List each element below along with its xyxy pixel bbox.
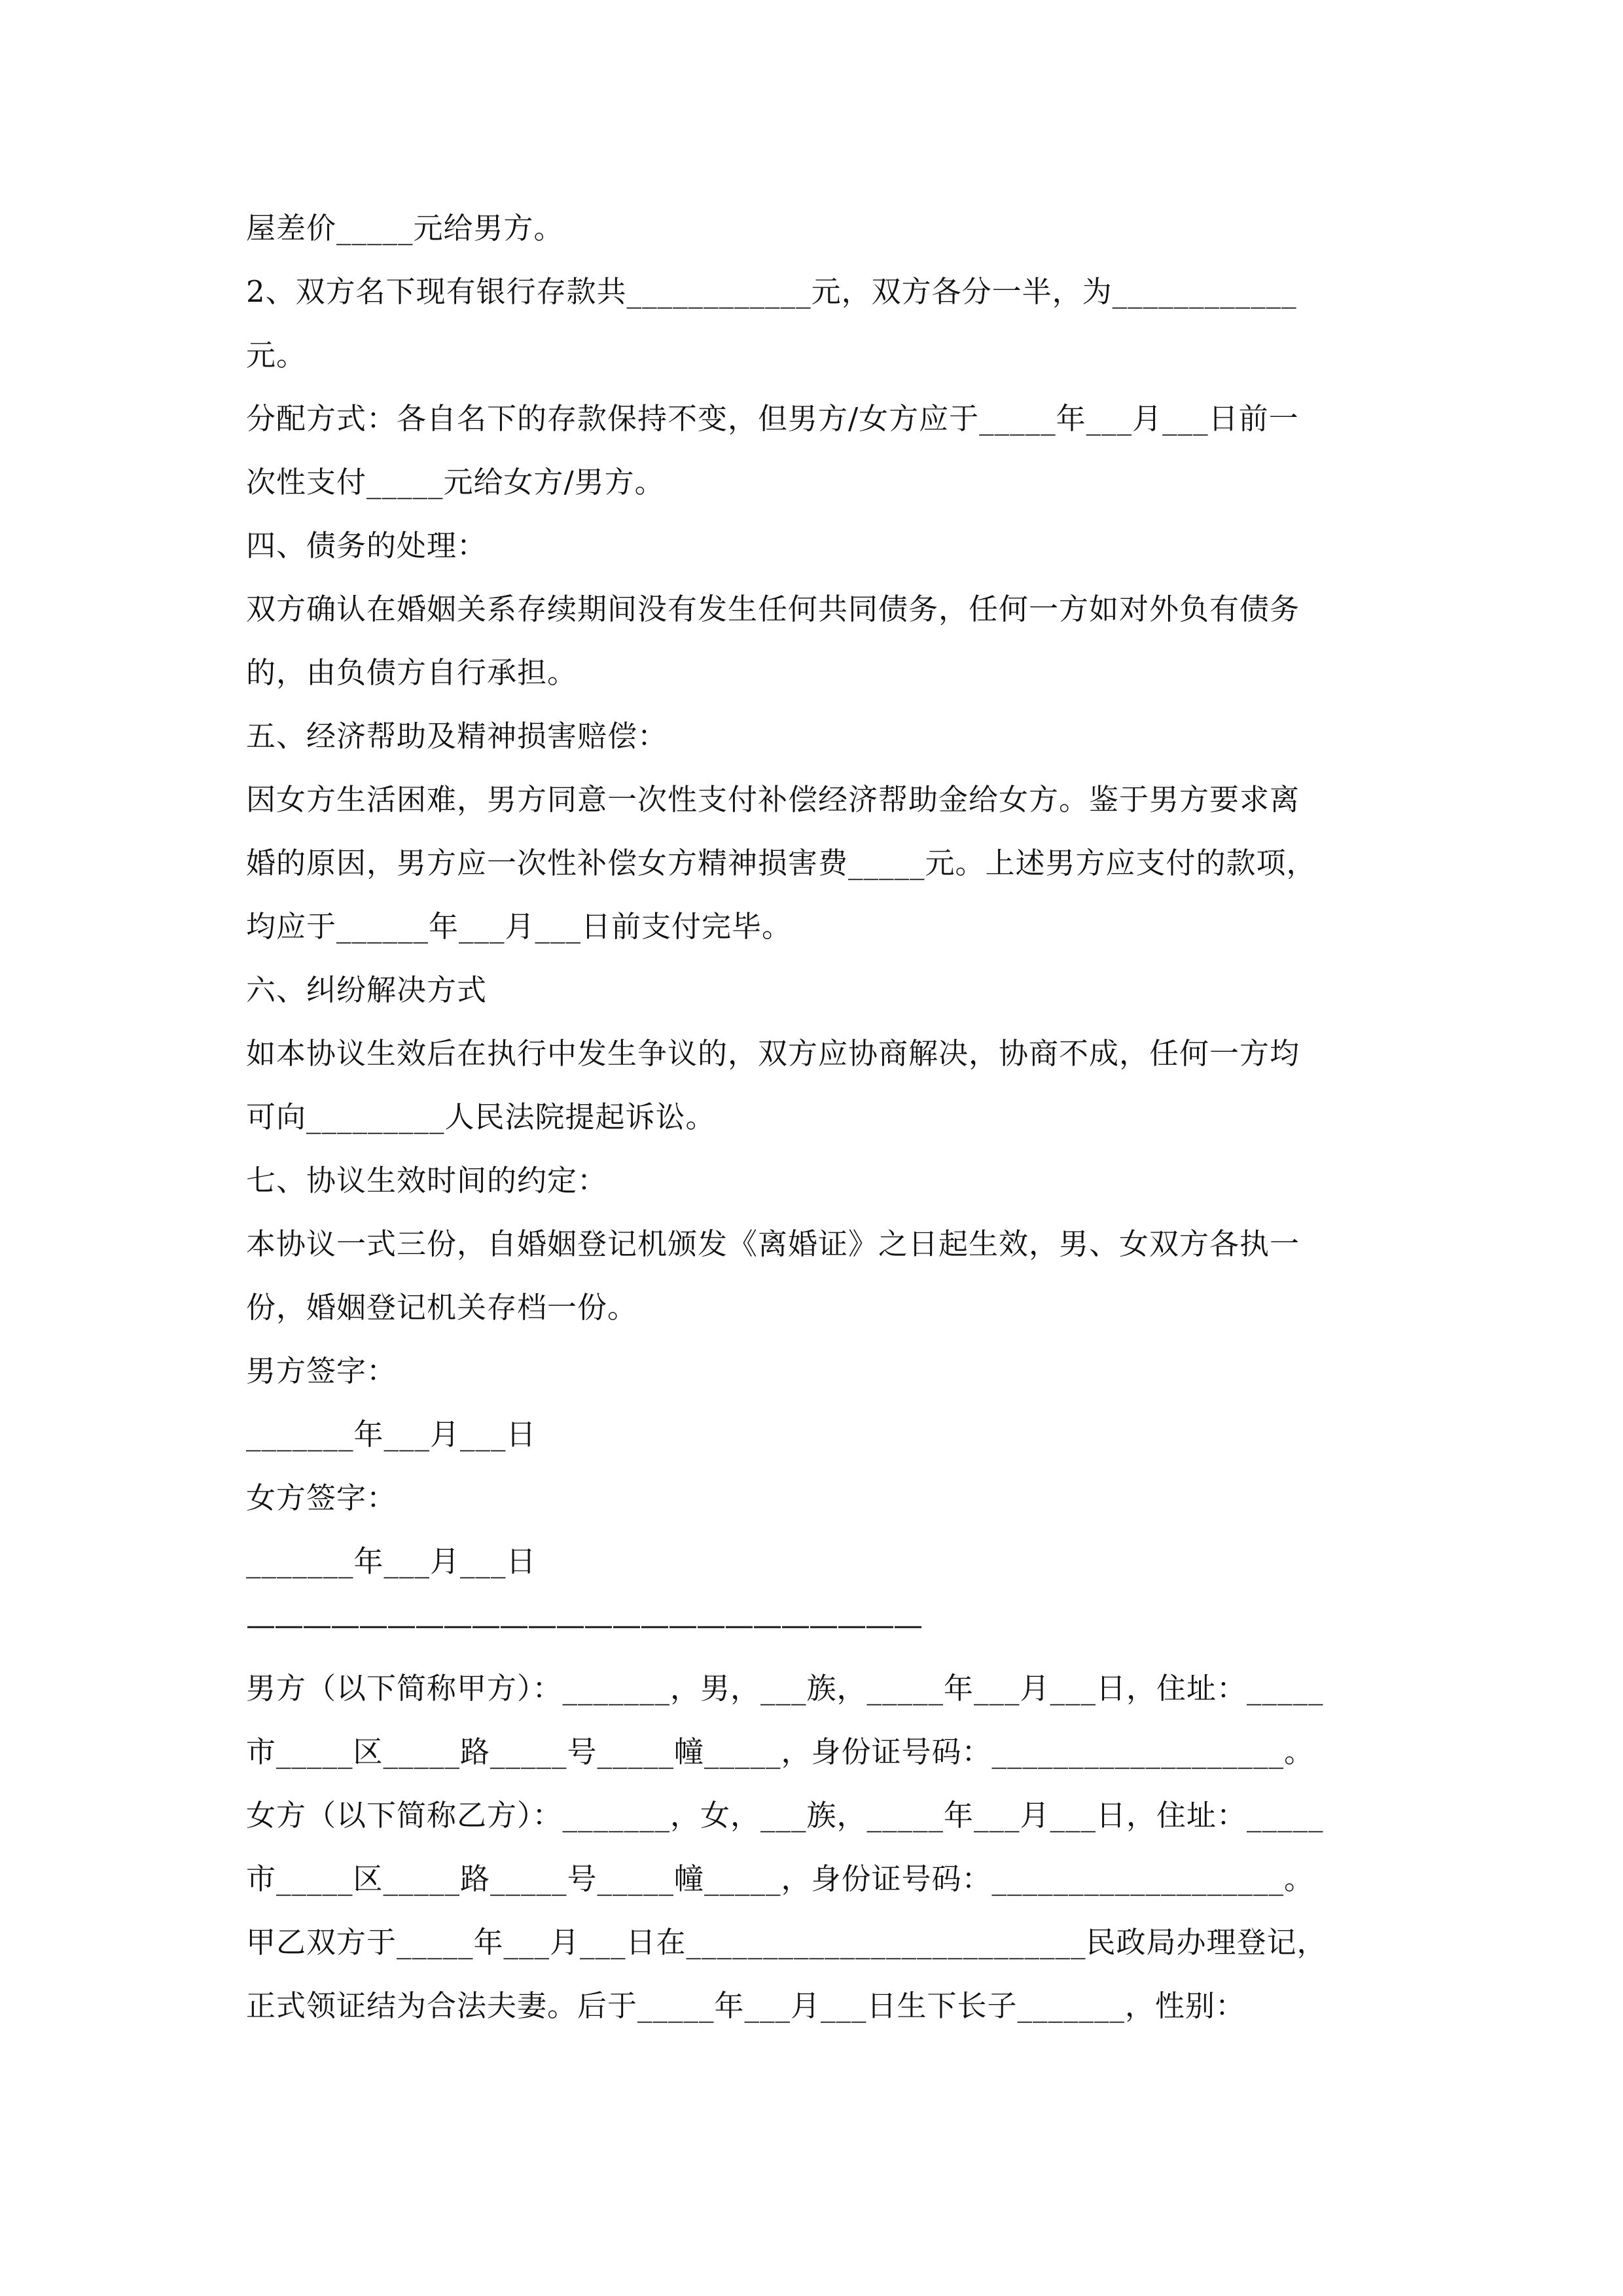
- text-line: 的，由负债方自行承担。: [246, 655, 578, 690]
- text-line: 屋差价_____元给男方。: [246, 211, 564, 245]
- text-line: 正式领证结为合法夫妻。后于_____年___月___日生下长子_______，性别：: [246, 1988, 1246, 2023]
- female-signature-label: 女方签字：: [246, 1480, 397, 1515]
- text-line: 本协议一式三份，自婚姻登记机颁发《离婚证》之日起生效，男、女双方各执一: [246, 1227, 1300, 1261]
- text-line: 分配方式：各自名下的存款保持不变，但男方/女方应于_____年___月___日前一: [246, 401, 1299, 436]
- text-line: 婚的原因，男方应一次性补偿女方精神损害费_____元。上述男方应支付的款项，: [246, 846, 1317, 880]
- text-line: 如本协议生效后在执行中发生争议的，双方应协商解决，协商不成，任何一方均: [246, 1036, 1300, 1071]
- text-line: 份，婚姻登记机关存档一份。: [246, 1290, 638, 1325]
- text-line: 女方（以下简称乙方）：_______，女，___族，_____年___月___日，住址：_____: [246, 1798, 1324, 1833]
- section-heading-disputes: 六、纠纷解决方式: [246, 973, 488, 1007]
- male-signature-label: 男方签字：: [246, 1354, 397, 1388]
- document-body: [246, 196, 1398, 2037]
- text-line: 市_____区_____路_____号_____幢_____，身份证号码：___________________。: [246, 1861, 1315, 1896]
- text-line: 2、双方名下现有银行存款共____________元，双方各分一半，为____________: [246, 274, 1297, 309]
- text-line: 次性支付_____元给女方/男方。: [246, 465, 665, 499]
- female-signature-date: _______年___月___日: [246, 1544, 537, 1579]
- section-divider: ————————————————————————: [246, 1607, 921, 1642]
- section-heading-debts: 四、债务的处理：: [246, 528, 488, 563]
- text-line: 甲乙双方于_____年___月___日在__________________________民政局办理登记，: [246, 1925, 1327, 1960]
- text-line: 因女方生活困难，男方同意一次性支付补偿经济帮助金给女方。鉴于男方要求离: [246, 782, 1300, 817]
- text-line: 均应于______年___月___日前支付完毕。: [246, 909, 793, 944]
- section-heading-effective-date: 七、协议生效时间的约定：: [246, 1163, 608, 1198]
- section-heading-compensation: 五、经济帮助及精神损害赔偿：: [246, 719, 668, 753]
- male-signature-date: _______年___月___日: [246, 1417, 537, 1452]
- text-line: 双方确认在婚姻关系存续期间没有发生任何共同债务，任何一方如对外负有债务: [246, 592, 1300, 626]
- text-line: 可向_________人民法院提起诉讼。: [246, 1100, 716, 1134]
- text-line: 男方（以下简称甲方）：_______，男，___族，_____年___月___日，住址：_____: [246, 1671, 1324, 1706]
- text-line: 市_____区_____路_____号_____幢_____，身份证号码：___________________。: [246, 1734, 1315, 1769]
- text-line: 元。: [246, 338, 307, 372]
